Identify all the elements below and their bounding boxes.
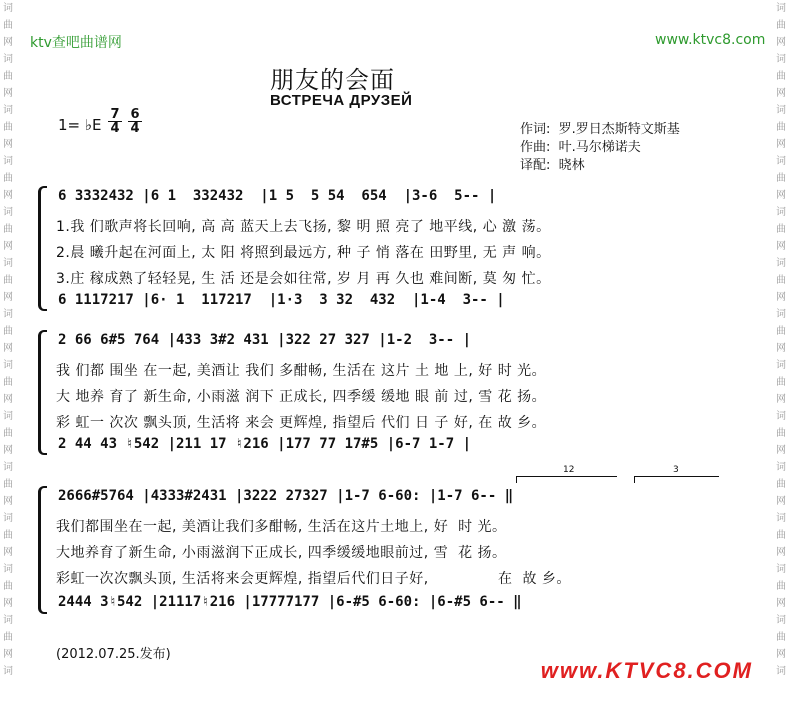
watermark-glyph: 曲 bbox=[3, 581, 13, 592]
watermark-glyph: 词 bbox=[3, 105, 13, 116]
watermark-glyph: 网 bbox=[776, 598, 786, 609]
lyricist-credit: 作词: 罗.罗日杰斯特文斯基 bbox=[520, 122, 680, 137]
side-watermark-left bbox=[1, 0, 15, 710]
watermark-glyph: 曲 bbox=[776, 632, 786, 643]
watermark-glyph: 网 bbox=[776, 37, 786, 48]
song-subtitle: ВСТРЕЧА ДРУЗЕЙ bbox=[270, 92, 413, 109]
melody-line: 2666#5764 |4333#2431 |3222 27327 |1-7 6-60: |1-7 6-- ‖ bbox=[58, 488, 514, 504]
watermark-glyph: 曲 bbox=[776, 428, 786, 439]
melody-line: 2 66 6#5 764 |433 3#2 431 |322 27 327 |1-2 3-- | bbox=[58, 332, 472, 348]
watermark-glyph: 网 bbox=[3, 139, 13, 150]
watermark-glyph: 词 bbox=[3, 666, 13, 677]
watermark-glyph: 网 bbox=[776, 139, 786, 150]
watermark-glyph: 网 bbox=[776, 496, 786, 507]
harmony-line: 2 44 43 ♮542 |211 17 ♮216 |177 77 17#5 |6-7 1-7 | bbox=[58, 436, 472, 452]
lyric-verse-2: 大 地养 育了 新生命, 小雨滋 润下 正成长, 四季缓 缓地 眼 前 过, 雪 花 扬。 bbox=[56, 389, 547, 405]
watermark-glyph: 网 bbox=[776, 190, 786, 201]
watermark-glyph: 网 bbox=[776, 547, 786, 558]
watermark-glyph: 曲 bbox=[776, 479, 786, 490]
watermark-glyph: 曲 bbox=[3, 20, 13, 31]
watermark-glyph: 曲 bbox=[776, 173, 786, 184]
lyric-verse-3: 彩虹一次次飘头顶, 生活将来会更辉煌, 指望后代们日子好, 在 故 乡。 bbox=[56, 571, 571, 587]
watermark-glyph: 词 bbox=[3, 309, 13, 320]
watermark-glyph: 曲 bbox=[3, 377, 13, 388]
watermark-glyph: 词 bbox=[3, 462, 13, 473]
time-signature-2: 6 4 bbox=[128, 108, 142, 135]
lyric-verse-2: 2.晨 曦升起在河面上, 太 阳 将照到最远方, 种 子 悄 落在 田野里, 无 声 响。 bbox=[56, 245, 551, 261]
watermark-glyph: 词 bbox=[776, 156, 786, 167]
watermark-glyph: 词 bbox=[776, 3, 786, 14]
watermark-glyph: 词 bbox=[3, 207, 13, 218]
time-signature-1: 7 4 bbox=[108, 108, 122, 135]
watermark-glyph: 词 bbox=[776, 207, 786, 218]
lyric-verse-3: 3.庄 稼成熟了轻轻晃, 生 活 还是会如往常, 岁 月 再 久也 难间断, 莫 匆 忙。 bbox=[56, 271, 551, 287]
watermark-glyph: 词 bbox=[776, 564, 786, 575]
watermark-glyph: 曲 bbox=[776, 326, 786, 337]
site-logo[interactable]: www.KTVC8.COM bbox=[540, 658, 753, 683]
score-system-2 bbox=[38, 330, 728, 455]
system-brace bbox=[38, 186, 47, 311]
volta-bracket-1: 12 bbox=[516, 476, 617, 483]
system-brace bbox=[38, 486, 47, 614]
lyric-verse-1: 我 们都 围坐 在一起, 美酒让 我们 多酣畅, 生活在 这片 土 地 上, 好 时 光。 bbox=[56, 363, 547, 379]
watermark-glyph: 词 bbox=[776, 615, 786, 626]
watermark-glyph: 曲 bbox=[776, 122, 786, 133]
watermark-glyph: 词 bbox=[776, 309, 786, 320]
watermark-glyph: 曲 bbox=[3, 428, 13, 439]
watermark-glyph: 曲 bbox=[3, 479, 13, 490]
watermark-glyph: 曲 bbox=[3, 530, 13, 541]
site-url-right[interactable]: www.ktvc8.com bbox=[655, 32, 766, 48]
lyric-verse-1: 我们都围坐在一起, 美酒让我们多酣畅, 生活在这片土地上, 好 时 光。 bbox=[56, 519, 507, 535]
song-title: 朋友的会面 bbox=[270, 66, 395, 94]
watermark-glyph: 网 bbox=[3, 37, 13, 48]
watermark-glyph: 网 bbox=[776, 88, 786, 99]
watermark-glyph: 曲 bbox=[3, 173, 13, 184]
watermark-glyph: 词 bbox=[776, 360, 786, 371]
system-brace bbox=[38, 330, 47, 455]
score-system-3 bbox=[38, 465, 728, 614]
watermark-glyph: 网 bbox=[3, 292, 13, 303]
watermark-glyph: 曲 bbox=[3, 224, 13, 235]
watermark-glyph: 网 bbox=[3, 547, 13, 558]
lyric-verse-2: 大地养育了新生命, 小雨滋润下正成长, 四季缓缓地眼前过, 雪 花 扬。 bbox=[56, 545, 507, 561]
watermark-glyph: 词 bbox=[776, 462, 786, 473]
watermark-glyph: 词 bbox=[776, 54, 786, 65]
watermark-glyph: 曲 bbox=[3, 122, 13, 133]
watermark-glyph: 网 bbox=[776, 343, 786, 354]
watermark-glyph: 网 bbox=[3, 394, 13, 405]
watermark-glyph: 网 bbox=[776, 292, 786, 303]
watermark-glyph: 曲 bbox=[3, 71, 13, 82]
watermark-glyph: 网 bbox=[776, 241, 786, 252]
harmony-line: 6 1117217 |6· 1 117217 |1·3 3 32 432 |1-4 3-- | bbox=[58, 292, 505, 308]
watermark-glyph: 网 bbox=[776, 394, 786, 405]
watermark-glyph: 词 bbox=[3, 258, 13, 269]
watermark-glyph: 网 bbox=[3, 445, 13, 456]
lyric-verse-3: 彩 虹一 次次 飘头顶, 生活将 来会 更辉煌, 指望后 代们 日 子 好, 在 故 乡。 bbox=[56, 415, 547, 431]
melody-line: 6 3332432 |6 1 332432 |1 5 5 54 654 |3-6 5-- | bbox=[58, 188, 497, 204]
watermark-glyph: 曲 bbox=[776, 20, 786, 31]
watermark-glyph: 网 bbox=[3, 649, 13, 660]
watermark-glyph: 词 bbox=[776, 411, 786, 422]
watermark-glyph: 网 bbox=[776, 649, 786, 660]
lyric-verse-1: 1.我 们歌声将长回响, 高 高 蓝天上去飞扬, 黎 明 照 亮了 地平线, 心 激 荡。 bbox=[56, 219, 551, 235]
watermark-glyph: 网 bbox=[3, 241, 13, 252]
watermark-glyph: 曲 bbox=[776, 275, 786, 286]
watermark-glyph: 曲 bbox=[3, 632, 13, 643]
watermark-glyph: 曲 bbox=[3, 275, 13, 286]
watermark-glyph: 网 bbox=[776, 445, 786, 456]
watermark-glyph: 网 bbox=[3, 88, 13, 99]
watermark-glyph: 词 bbox=[3, 360, 13, 371]
volta-bracket-2: 3 bbox=[634, 476, 719, 483]
watermark-glyph: 词 bbox=[776, 513, 786, 524]
watermark-glyph: 网 bbox=[3, 598, 13, 609]
watermark-glyph: 网 bbox=[3, 496, 13, 507]
watermark-glyph: 词 bbox=[3, 156, 13, 167]
harmony-line: 2444 3♮542 |21117♮216 |17777177 |6-#5 6-60: |6-#5 6-- ‖ bbox=[58, 594, 522, 610]
watermark-glyph: 曲 bbox=[776, 377, 786, 388]
watermark-glyph: 词 bbox=[776, 666, 786, 677]
watermark-glyph: 词 bbox=[3, 54, 13, 65]
watermark-glyph: 曲 bbox=[776, 71, 786, 82]
watermark-glyph: 曲 bbox=[776, 224, 786, 235]
watermark-glyph: 词 bbox=[3, 411, 13, 422]
watermark-glyph: 词 bbox=[3, 564, 13, 575]
key-signature: 1= ♭E bbox=[58, 116, 102, 134]
watermark-glyph: 词 bbox=[3, 615, 13, 626]
side-watermark-right bbox=[774, 0, 788, 710]
watermark-glyph: 词 bbox=[3, 513, 13, 524]
watermark-glyph: 曲 bbox=[776, 530, 786, 541]
watermark-glyph: 曲 bbox=[776, 581, 786, 592]
watermark-glyph: 曲 bbox=[3, 326, 13, 337]
translator-credit: 译配: 晓林 bbox=[520, 158, 585, 173]
watermark-glyph: 词 bbox=[776, 105, 786, 116]
watermark-glyph: 词 bbox=[3, 3, 13, 14]
site-name-left[interactable]: ktv查吧曲谱网 bbox=[30, 35, 122, 51]
watermark-glyph: 网 bbox=[3, 343, 13, 354]
release-date: (2012.07.25.发布) bbox=[56, 647, 171, 662]
score-system-1 bbox=[38, 186, 728, 311]
composer-credit: 作曲: 叶.马尔梯诺夫 bbox=[520, 140, 641, 155]
watermark-glyph: 词 bbox=[776, 258, 786, 269]
watermark-glyph: 网 bbox=[3, 190, 13, 201]
